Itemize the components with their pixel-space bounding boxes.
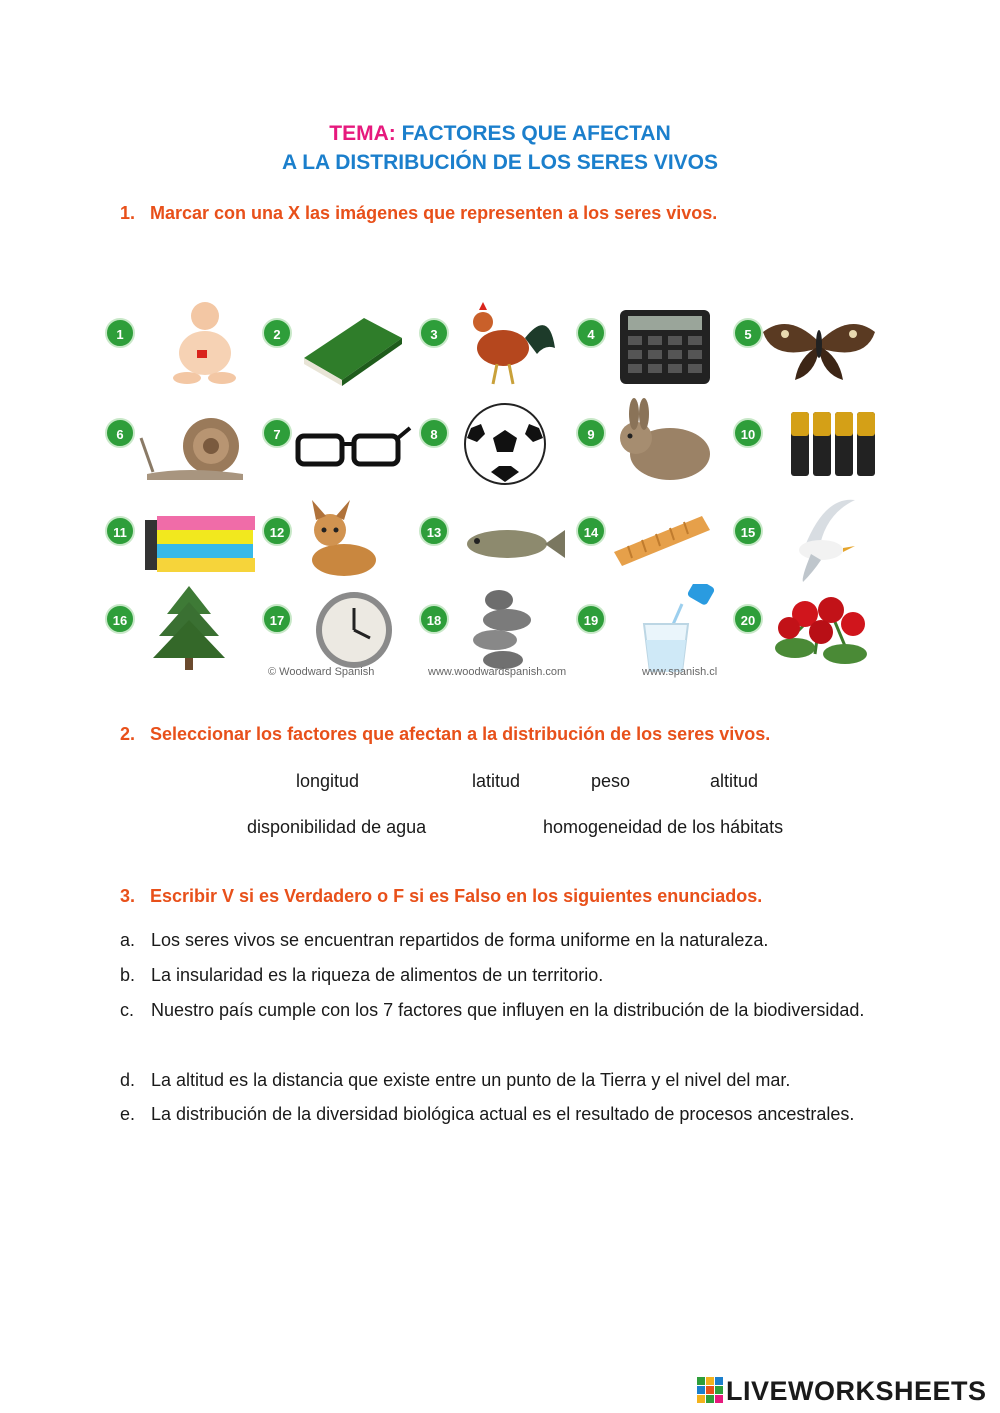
option-altitud[interactable]: altitud	[710, 771, 759, 791]
statement-text: La distribución de la diversidad biológica actual es el resultado de procesos ancestrales.	[151, 1104, 855, 1124]
image-option-9[interactable]	[576, 398, 728, 486]
question-2	[120, 724, 770, 745]
statement-text: Nuestro país cumple con los 7 factores que influyen en la distribución de la biodiversidad.	[151, 1000, 865, 1020]
clock-icon	[284, 584, 412, 672]
tree-icon	[127, 584, 255, 672]
question-2-text: Seleccionar los factores que afectan a la distribución de los seres vivos.	[150, 724, 771, 744]
badge-number: 20	[733, 604, 763, 634]
statement-a[interactable]	[120, 923, 908, 958]
image-option-1[interactable]	[105, 298, 257, 386]
option-longitud[interactable]: longitud	[296, 771, 360, 791]
rabbit-icon	[598, 398, 726, 486]
image-option-15[interactable]	[733, 496, 885, 584]
option-disponibilidad-agua[interactable]: disponibilidad de agua	[247, 817, 427, 837]
badge-number: 3	[419, 318, 449, 348]
badge-number: 17	[262, 604, 292, 634]
soccer-ball-icon	[441, 398, 569, 486]
title-line-1: FACTORES QUE AFECTAN	[401, 122, 671, 145]
question-3-text: Escribir V si es Verdadero o F si es Falso en los siguientes enunciados.	[150, 886, 763, 906]
statement-b[interactable]	[120, 958, 908, 993]
badge-number: 2	[262, 318, 292, 348]
statement-text: La insularidad es la riqueza de alimentos de un territorio.	[151, 965, 604, 985]
badge-number: 8	[419, 418, 449, 448]
image-option-5[interactable]	[733, 298, 885, 386]
badge-number: 15	[733, 516, 763, 546]
snail-icon	[127, 398, 255, 486]
image-option-12[interactable]	[262, 496, 414, 584]
badge-number: 11	[105, 516, 135, 546]
image-option-18[interactable]	[419, 584, 571, 672]
rooster-icon	[441, 298, 569, 386]
badge-number: 9	[576, 418, 606, 448]
page-title	[0, 122, 1000, 146]
option-latitud[interactable]: latitud	[472, 771, 521, 791]
image-option-11[interactable]	[105, 496, 257, 584]
badge-number: 4	[576, 318, 606, 348]
statement-e[interactable]	[120, 1097, 908, 1132]
image-option-19[interactable]	[576, 584, 728, 672]
badge-number: 5	[733, 318, 763, 348]
badge-number: 10	[733, 418, 763, 448]
image-credit-2: www.woodwardspanish.com	[428, 666, 567, 678]
statement-c[interactable]	[120, 993, 908, 1028]
badge-number: 14	[576, 516, 606, 546]
butterfly-icon	[755, 298, 883, 386]
image-option-4[interactable]	[576, 298, 728, 386]
fish-icon	[441, 496, 569, 584]
image-option-16[interactable]	[105, 584, 257, 672]
liveworksheets-logo[interactable]	[697, 1376, 987, 1407]
logo-text: LIVEWORKSHEETS	[726, 1376, 987, 1406]
stones-icon	[441, 584, 569, 672]
statement-letter: a.	[120, 930, 136, 950]
badge-number: 18	[419, 604, 449, 634]
image-option-13[interactable]	[419, 496, 571, 584]
statement-letter: d.	[120, 1070, 136, 1090]
image-option-20[interactable]	[733, 584, 885, 672]
badge-number: 1	[105, 318, 135, 348]
tema-label: TEMA:	[329, 122, 396, 145]
title-line-2: A LA DISTRIBUCIÓN DE LOS SERES VIVOS	[282, 151, 718, 174]
question-1	[120, 203, 717, 224]
image-credit-1: © Woodward Spanish	[268, 666, 375, 678]
image-option-10[interactable]	[733, 398, 885, 486]
statement-letter: e.	[120, 1104, 136, 1124]
image-option-2[interactable]	[262, 298, 414, 386]
badge-number: 13	[419, 516, 449, 546]
image-grid	[105, 298, 905, 688]
image-credit-3: www.spanish.cl	[642, 666, 718, 678]
roses-icon	[755, 584, 883, 672]
image-option-17[interactable]	[262, 584, 414, 672]
image-option-3[interactable]	[419, 298, 571, 386]
statement-letter: c.	[120, 1000, 135, 1020]
calculator-icon	[598, 298, 726, 386]
statement-letter: b.	[120, 965, 136, 985]
dog-icon	[284, 496, 412, 584]
badge-number: 6	[105, 418, 135, 448]
badge-number: 12	[262, 516, 292, 546]
seagull-icon	[755, 496, 883, 584]
option-peso[interactable]: peso	[591, 771, 631, 791]
statement-text: La altitud es la distancia que existe entre un punto de la Tierra y el nivel del mar.	[151, 1070, 791, 1090]
water-glass-icon	[598, 584, 726, 672]
image-option-14[interactable]	[576, 496, 728, 584]
option-homogeneidad-habitats[interactable]: homogeneidad de los hábitats	[543, 817, 784, 837]
batteries-icon	[755, 398, 883, 486]
image-option-6[interactable]	[105, 398, 257, 486]
baby-icon	[127, 298, 255, 386]
image-option-7[interactable]	[262, 398, 414, 486]
question-2-number: 2.	[120, 724, 136, 744]
liveworksheets-logo-icon	[697, 1377, 723, 1403]
question-3-number: 3.	[120, 886, 136, 906]
glasses-icon	[284, 398, 412, 486]
statement-text: Los seres vivos se encuentran repartidos de forma uniforme en la naturaleza.	[151, 930, 769, 950]
highlighters-icon	[127, 496, 255, 584]
question-3	[120, 886, 762, 907]
book-icon	[284, 298, 412, 386]
statement-d[interactable]	[120, 1063, 908, 1098]
question-1-text: Marcar con una X las imágenes que representen a los seres vivos.	[150, 203, 718, 223]
badge-number: 16	[105, 604, 135, 634]
image-option-8[interactable]	[419, 398, 571, 486]
question-1-number: 1.	[120, 203, 136, 223]
badge-number: 19	[576, 604, 606, 634]
comb-icon	[598, 496, 726, 584]
badge-number: 7	[262, 418, 292, 448]
